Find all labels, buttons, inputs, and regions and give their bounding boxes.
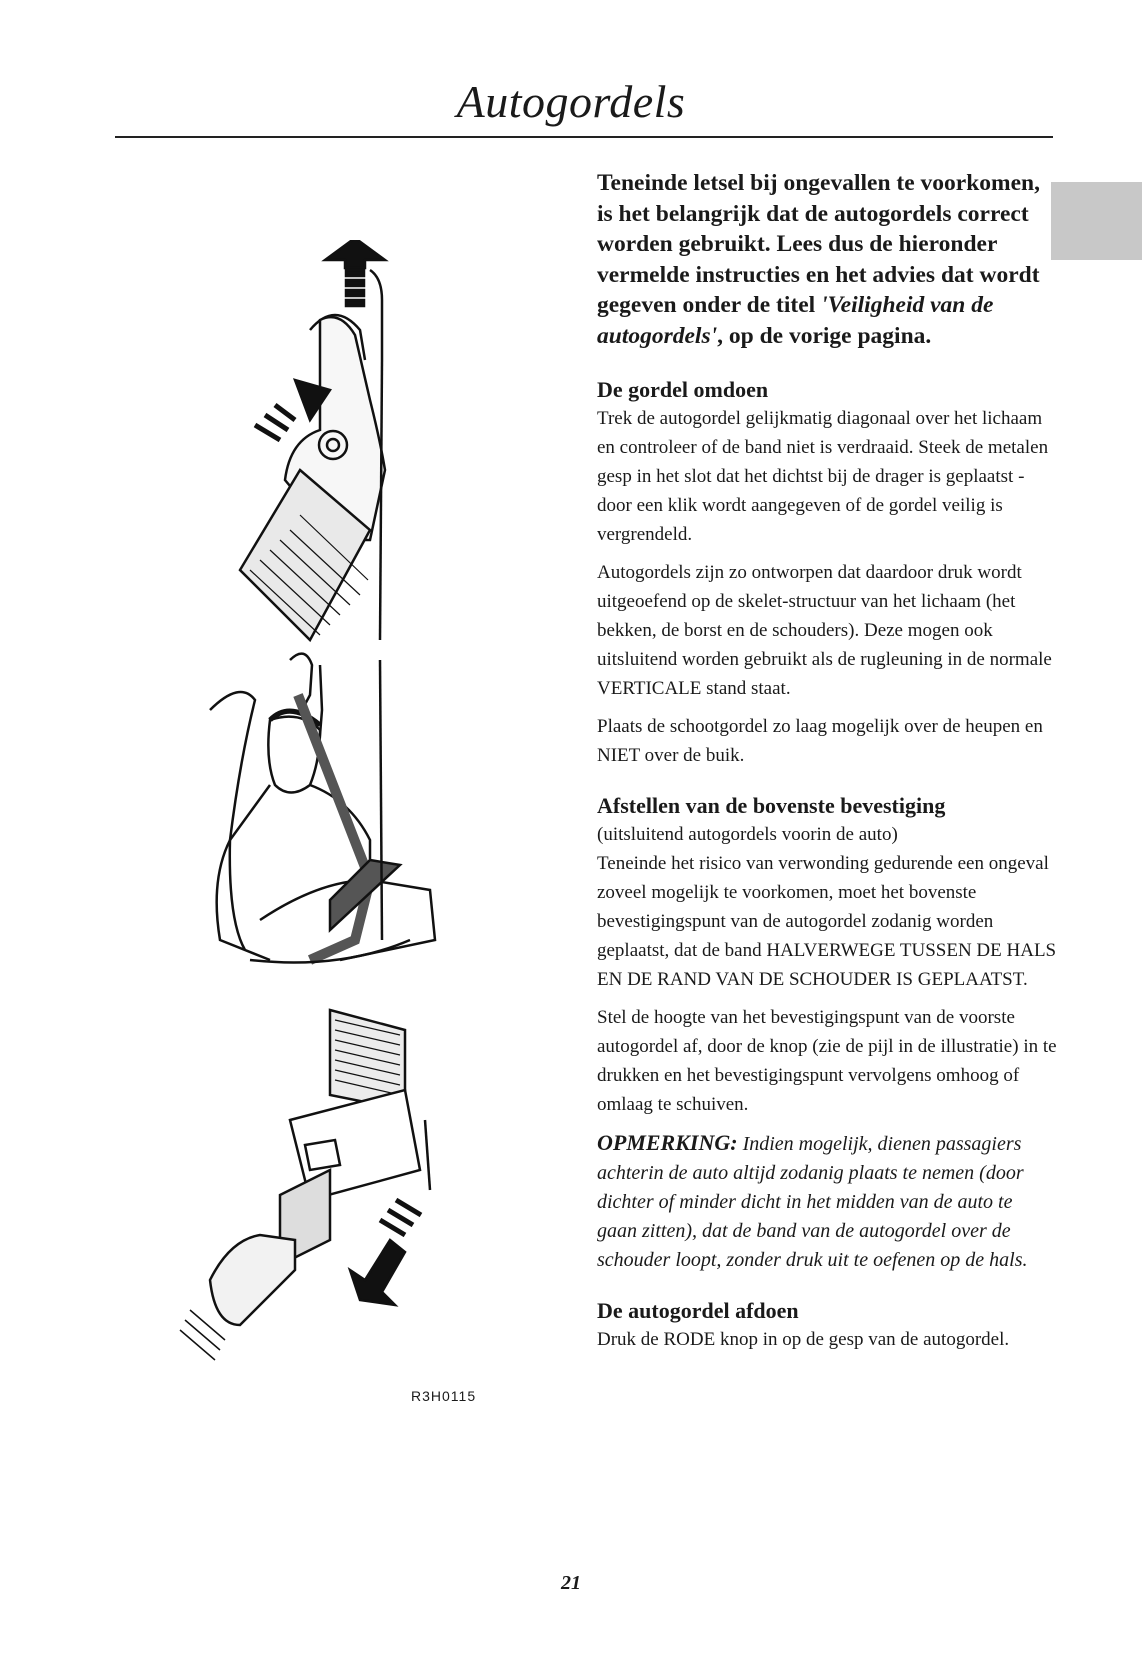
seatbelt-illustration <box>170 240 530 1410</box>
paragraph: Druk de RODE knop in op de gesp van de autogordel. <box>597 1329 1010 1350</box>
text-column <box>597 168 1057 1376</box>
paragraph: Stel de hoogte van het bevestigingspunt van de voorste autogordel af, door de knop (zie de pijl in de illustratie) in te drukken en het bevestigingspunt vervolgens omhoog of omlaag te schuiven. <box>597 1007 1057 1115</box>
note-lead: OPMERKING: <box>597 1130 738 1155</box>
paragraph: Teneinde het risico van verwonding gedurende een ongeval zoveel mogelijk te voorkomen, moet het bovenste bevestigingspunt van de autogordel zodanig worden geplaatst, dat de band HALVERWEGE TUSSEN DE HALS EN DE RAND VAN DE SCHOUDER IS GEPLAATST. <box>597 853 1057 990</box>
figure-label: R3H0115 <box>411 1388 477 1404</box>
seated-person-illustration <box>210 654 435 963</box>
section-omdoen <box>597 376 1057 770</box>
note-text: Indien mogelijk, dienen passagiers achterin de auto altijd zodanig plaats te nemen (door dichter of minder dicht in het midden van de auto te gaan zitten), dat de band van de autogordel over de schouder loopt, zonder druk uit te oefenen op de hals. <box>597 1133 1028 1271</box>
section-heading: Afstellen van de bovenste bevestiging <box>597 793 946 818</box>
up-arrow-icon <box>325 240 385 268</box>
intro-emphasis: 'Veiligheid van de autogordels' <box>597 292 994 349</box>
intro-paragraph <box>597 168 1057 351</box>
paragraph: Plaats de schootgordel zo laag mogelijk over de heupen en NIET over de buik. <box>597 716 1043 766</box>
intro-text: Teneinde letsel bij ongevallen te voorkomen, is het belangrijk dat de autogordels correct worden gebruikt. Lees dus de hieronder vermelde instructies en het advies dat wordt gegeven onder de titel <box>597 170 1041 318</box>
paragraph: Autogordels zijn zo ontworpen dat daardoor druk wordt uitgeoefend op de skelet-structuur van het lichaam (het bekken, de borst en de schouders). Deze mogen ook uitsluitend worden gebruikt als de rugleuning in de normale VERTICALE stand staat. <box>597 562 1052 699</box>
section-afdoen <box>597 1297 1057 1354</box>
section-heading: De gordel omdoen <box>597 377 769 402</box>
page-number: 21 <box>561 1572 581 1594</box>
section-tab-marker <box>1051 182 1142 260</box>
section-heading: De autogordel afdoen <box>597 1298 799 1323</box>
note <box>597 1128 1057 1275</box>
title-divider <box>115 136 1053 138</box>
buckle-illustration <box>180 1010 430 1360</box>
anchorage-illustration <box>240 240 385 640</box>
paragraph: (uitsluitend autogordels voorin de auto) <box>597 824 898 845</box>
down-left-arrow-icon <box>350 1240 405 1305</box>
section-afstellen <box>597 792 1057 1275</box>
page-title: Autogordels <box>456 76 686 127</box>
paragraph: Trek de autogordel gelijkmatig diagonaal over het lichaam en controleer of de band niet is verdraaid. Steek de metalen gesp in het slot dat het dichtst bij de drager is geplaatst - door een klik wordt aangegeven of de gordel veilig is vergrendeld. <box>597 408 1049 545</box>
intro-text-end: , op de vorige pagina. <box>717 322 932 349</box>
